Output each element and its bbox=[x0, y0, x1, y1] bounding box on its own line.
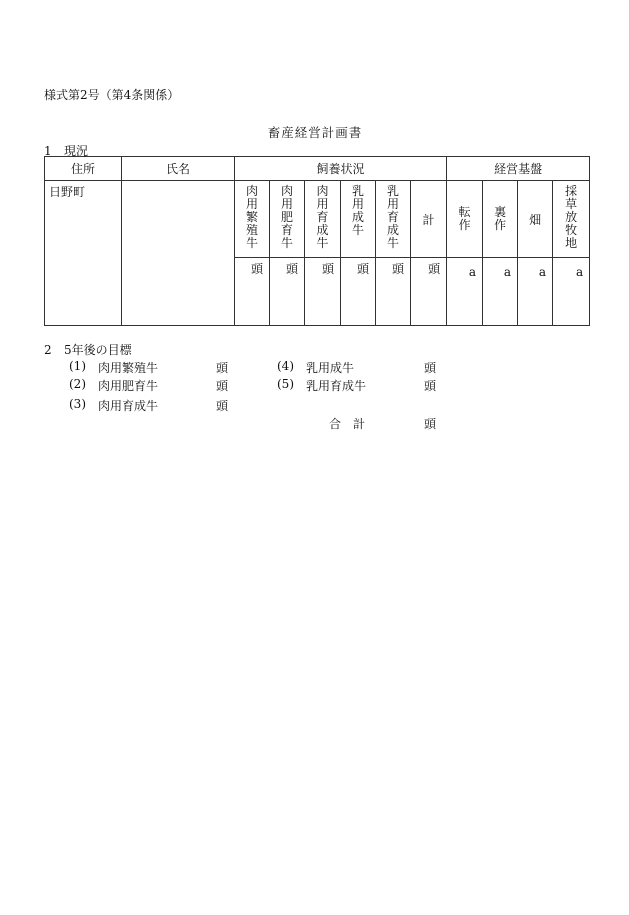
goal-4-unit[interactable]: 頭 bbox=[424, 361, 437, 375]
name-cell[interactable] bbox=[122, 181, 235, 326]
col-beef-growing: 肉用育成牛 bbox=[305, 181, 341, 258]
unit-beef-breeding[interactable]: 頭 bbox=[235, 258, 270, 326]
address-cell[interactable] bbox=[45, 181, 122, 326]
goal-5-unit[interactable]: 頭 bbox=[424, 379, 437, 393]
header-livestock-status: 飼養状況 bbox=[235, 157, 447, 181]
unit-second-crop[interactable]: a bbox=[483, 258, 518, 326]
unit-conversion[interactable]: a bbox=[447, 258, 483, 326]
goal-1-number: (1) bbox=[69, 359, 86, 373]
col-field: 畑 bbox=[518, 181, 553, 258]
goal-4-label: 乳用成牛 bbox=[306, 361, 355, 375]
goal-2-label: 肉用肥育牛 bbox=[98, 379, 159, 393]
goal-5-label: 乳用育成牛 bbox=[306, 379, 367, 393]
goal-total-unit[interactable]: 頭 bbox=[424, 417, 437, 431]
form-number: 様式第2号（第4条関係） bbox=[44, 88, 180, 102]
unit-dairy-adult[interactable]: 頭 bbox=[341, 258, 376, 326]
document-title: 畜産経営計画書 bbox=[267, 125, 363, 140]
goal-2-number: (2) bbox=[69, 377, 86, 391]
goal-3-label: 肉用育成牛 bbox=[98, 399, 159, 413]
unit-beef-fattening[interactable]: 頭 bbox=[270, 258, 305, 326]
goal-total-label: 合 計 bbox=[329, 417, 366, 431]
address-value: 日野町 bbox=[49, 185, 86, 199]
col-second-crop: 裏作 bbox=[483, 181, 518, 258]
unit-pasture[interactable]: a bbox=[553, 258, 590, 326]
section-1-number: 1 bbox=[44, 144, 52, 158]
header-address: 住所 bbox=[45, 157, 122, 181]
goal-5-number: (5) bbox=[277, 377, 294, 391]
goal-1-unit[interactable]: 頭 bbox=[216, 361, 229, 375]
col-dairy-growing: 乳用育成牛 bbox=[376, 181, 411, 258]
header-management-base: 経営基盤 bbox=[447, 157, 590, 181]
unit-total[interactable]: 頭 bbox=[411, 258, 447, 326]
col-beef-breeding: 肉用繁殖牛 bbox=[235, 181, 270, 258]
unit-dairy-growing[interactable]: 頭 bbox=[376, 258, 411, 326]
section-2-label: 5年後の目標 bbox=[64, 343, 132, 357]
col-conversion: 転作 bbox=[447, 181, 483, 258]
goal-2-unit[interactable]: 頭 bbox=[216, 379, 229, 393]
col-beef-fattening: 肉用肥育牛 bbox=[270, 181, 305, 258]
section-2-heading bbox=[44, 341, 132, 358]
status-table bbox=[44, 156, 590, 326]
col-dairy-adult: 乳用成牛 bbox=[341, 181, 376, 258]
unit-beef-growing[interactable]: 頭 bbox=[305, 258, 341, 326]
goal-1-label: 肉用繁殖牛 bbox=[98, 361, 159, 375]
goal-3-unit[interactable]: 頭 bbox=[216, 399, 229, 413]
section-2-number: 2 bbox=[44, 343, 52, 357]
goal-4-number: (4) bbox=[277, 359, 294, 373]
col-pasture: 採草放牧地 bbox=[553, 181, 590, 258]
goal-3-number: (3) bbox=[69, 397, 86, 411]
header-name: 氏名 bbox=[122, 157, 235, 181]
unit-field[interactable]: a bbox=[518, 258, 553, 326]
section-1-label: 現況 bbox=[64, 144, 89, 158]
col-total: 計 bbox=[411, 181, 447, 258]
